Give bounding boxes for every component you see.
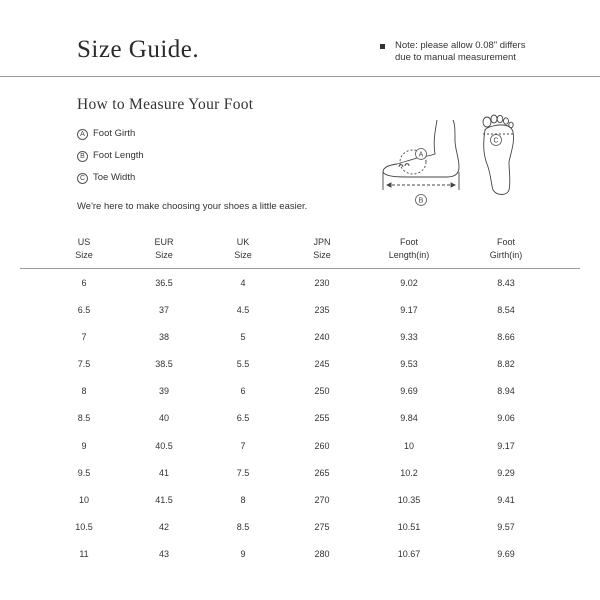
measurement-note: [383, 40, 583, 64]
table-cell: 41.5: [155, 494, 173, 505]
table-cell: 9: [81, 440, 87, 451]
header-divider: [0, 76, 600, 77]
diagram-marker-b: [416, 195, 427, 206]
table-cell: 10.35: [397, 494, 421, 505]
table-row: [20, 467, 580, 494]
legend-badge-c: C: [77, 173, 88, 184]
table-cell: 10.67: [397, 548, 421, 559]
table-row: [20, 440, 580, 467]
table-cell: 5.5: [236, 359, 250, 370]
header-jpn-size: JPN Size: [313, 237, 331, 260]
table-header: [20, 236, 580, 268]
table-cell: 9.17: [497, 440, 515, 451]
legend-label: Foot Length: [93, 150, 144, 161]
table-cell: 8.54: [497, 305, 515, 316]
table-cell: 40: [158, 413, 169, 424]
table-cell: 9.41: [497, 494, 515, 505]
table-cell: 9.02: [400, 278, 418, 288]
table-cell: 8.94: [497, 386, 515, 397]
table-cell: 255: [314, 413, 330, 424]
table-cell: 8: [240, 494, 246, 505]
table-cell: 10.5: [75, 521, 93, 532]
table-cell: 40.5: [155, 440, 173, 451]
table-cell: 6: [81, 278, 87, 288]
table-cell: 7.5: [236, 467, 250, 478]
table-row: [20, 331, 580, 358]
legend-item-foot-girth: [77, 128, 257, 142]
table-cell: 10: [78, 494, 89, 505]
table-cell: 8.5: [236, 521, 250, 532]
table-cell: 4.5: [236, 305, 250, 316]
note-line-2: due to manual measurement: [395, 52, 516, 63]
table-row: [20, 385, 580, 412]
table-cell: 9.57: [497, 521, 515, 532]
header-us-size: US Size: [75, 237, 93, 260]
table-body: [20, 277, 580, 575]
table-cell: 10.2: [400, 467, 418, 478]
table-cell: 4: [240, 278, 246, 288]
tagline: We're here to make choosing your shoes a little easier.: [77, 201, 308, 212]
table-cell: 9.17: [400, 305, 418, 316]
table-cell: 8.66: [497, 332, 515, 343]
table-row: [20, 412, 580, 439]
table-cell: 41: [158, 467, 169, 478]
table-row: [20, 548, 580, 575]
table-cell: 9.69: [400, 386, 418, 397]
diagram-marker-c: [491, 135, 502, 146]
table-cell: 8: [81, 386, 87, 397]
table-row: [20, 358, 580, 385]
section-heading: How to Measure Your Foot: [77, 96, 254, 113]
table-cell: 7: [81, 332, 87, 343]
table-cell: 280: [314, 548, 330, 559]
table-cell: 42: [158, 521, 169, 532]
foot-measurement-diagram: [375, 112, 535, 212]
table-cell: 11: [79, 548, 89, 559]
table-row: [20, 277, 580, 304]
table-cell: 9.84: [400, 413, 418, 424]
note-line-1: Note: please allow 0.08" differs: [395, 40, 526, 51]
svg-text:A: A: [418, 151, 424, 159]
size-chart-table: [20, 236, 580, 559]
table-row: [20, 494, 580, 521]
table-cell: 9.29: [497, 467, 515, 478]
legend-badge-a: A: [77, 129, 88, 140]
table-cell: 38.5: [155, 359, 173, 370]
header-foot-length: Foot Length(in): [388, 237, 430, 260]
table-cell: 240: [314, 332, 330, 343]
header-uk-size: UK Size: [234, 237, 252, 260]
table-cell: 7: [240, 440, 246, 451]
svg-text:C: C: [493, 137, 499, 145]
table-cell: 5: [240, 332, 246, 343]
sole-foot-icon: [483, 115, 515, 195]
table-cell: 6.5: [236, 413, 250, 424]
table-cell: 39: [158, 386, 169, 397]
table-cell: 9.5: [77, 467, 91, 478]
foot-length-arrow: [383, 172, 459, 190]
table-cell: 38: [158, 332, 169, 343]
table-cell: 235: [314, 305, 330, 316]
header-foot-girth: Foot Girth(in): [489, 237, 523, 260]
table-cell: 8.82: [497, 359, 515, 370]
table-cell: 10: [403, 440, 414, 451]
legend-label: Toe Width: [93, 172, 136, 183]
table-row: [20, 521, 580, 548]
table-cell: 8.43: [497, 278, 515, 288]
legend-badge-b: B: [77, 151, 88, 162]
table-divider: [20, 268, 580, 269]
table-cell: 6.5: [77, 305, 91, 316]
table-cell: 9.33: [400, 332, 418, 343]
table-cell: 9.06: [497, 413, 515, 424]
table-cell: 265: [314, 467, 330, 478]
table-cell: 9.69: [497, 548, 515, 559]
table-cell: 270: [314, 494, 330, 505]
header-eur-size: EUR Size: [154, 237, 174, 260]
bullet-square-icon: [380, 44, 385, 49]
table-cell: 6: [240, 386, 246, 397]
table-row: [20, 304, 580, 331]
table-cell: 245: [314, 359, 330, 370]
table-cell: 10.51: [397, 521, 421, 532]
table-cell: 7.5: [77, 359, 91, 370]
legend-item-toe-width: [77, 172, 257, 186]
legend-item-foot-length: [77, 150, 257, 164]
table-cell: 230: [314, 278, 330, 288]
table-cell: 36.5: [155, 278, 173, 288]
table-cell: 250: [314, 386, 330, 397]
legend-label: Foot Girth: [93, 128, 136, 139]
table-cell: 43: [158, 548, 169, 559]
table-cell: 8.5: [77, 413, 91, 424]
svg-text:B: B: [418, 197, 424, 205]
page-title: Size Guide.: [77, 36, 200, 63]
table-cell: 260: [314, 440, 330, 451]
table-cell: 9: [240, 548, 246, 559]
diagram-marker-a: [416, 149, 427, 160]
table-cell: 9.53: [400, 359, 418, 370]
table-cell: 37: [158, 305, 169, 316]
table-cell: 275: [314, 521, 330, 532]
